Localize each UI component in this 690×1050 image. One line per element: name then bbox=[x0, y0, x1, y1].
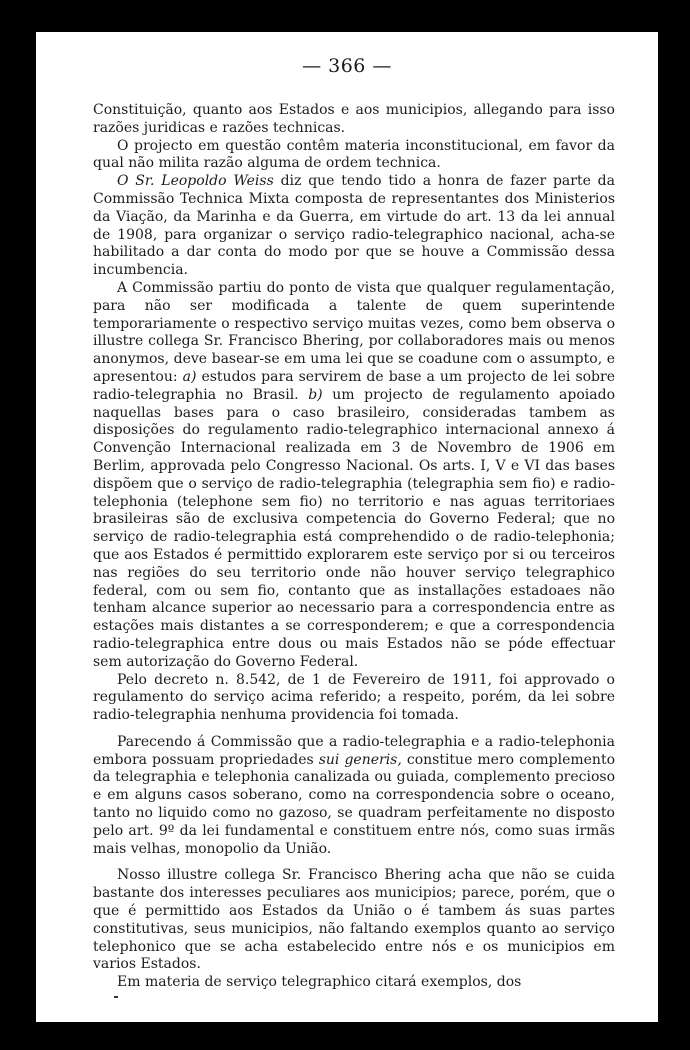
paragraph bbox=[93, 867, 615, 974]
italic-text: O Sr. Leopoldo Weiss bbox=[117, 173, 274, 190]
body-text bbox=[93, 102, 615, 992]
paragraph bbox=[93, 280, 615, 672]
italic-text: b) bbox=[308, 386, 323, 403]
paragraph bbox=[93, 734, 615, 859]
text-run: constitue mero complemento da telegraphia e telephonia canalizada ou guiada, complemento precioso e em alguns casos soberano, como na correspondencia sobre o oceano, tanto no liquido como no gazoso, se quadram perfeitamente no disposto pelo art. 9º da lei fundamental e constituem entre nós, como suas irmãs mais velhas, monopolio da União. bbox=[93, 751, 616, 857]
text-run: A Commissão partiu do ponto de vista que qualquer regulamentação, para não ser modificada a talente de quem superintende temporariamente o respectivo serviço muitas vezes, como bem observa o illustre collega Sr. Francisco Bhering, por collaboradores mais ou menos anonymos, deve basear-se em uma lei que se coadune com o assumpto, e apresentou: bbox=[93, 279, 615, 385]
paragraph bbox=[93, 173, 615, 280]
text-run: Pelo decreto n. 8.542, de 1 de Fevereiro de 1911, foi approvado o regulamento do serviço acima referido; a respeito, porém, da lei sobre radio-telegraphia nenhuma providencia foi tomada. bbox=[93, 671, 615, 724]
text-run: diz que tendo tido a honra de fazer parte da Commissão Technica Mixta composta de representantes dos Ministerios da Viação, da Marinha e da Guerra, em virtude do art. 13 da lei annual de 1908, para organizar o serviço radio-telegraphico nacional, acha-se habilitado a dar conta do modo por que se houve a Commissão dessa incumbencia. bbox=[93, 173, 615, 279]
document-page bbox=[36, 32, 658, 1022]
paragraph bbox=[93, 672, 615, 725]
text-run: estudos para servirem de base a um projecto de lei sobre radio-telegraphia no Brasil. bbox=[93, 368, 615, 403]
paragraph bbox=[93, 138, 615, 174]
text-run: O projecto em questão contêm materia inconstitucional, em favor da qual não milita razão alguma de ordem technica. bbox=[93, 137, 615, 172]
text-run: Constituição, quanto aos Estados e aos municipios, allegando para isso razões juridicas e razões technicas. bbox=[93, 102, 615, 136]
text-run: um projecto de regulamento apoiado naquellas bases para o caso brasileiro, consideradas tambem as disposições do regulamento radio-telegraphico internacional annexo á Convenção Internacional realizada em 3 de Novembro de 1906 em Berlim, approvada pelo Congresso Nacional. Os arts. I, V e VI das bases dispõem que o serviço de radio-telegraphia (telegraphia sem fio) e radio-telephonia (telephone sem fio) no territorio e nas aguas territoriaes brasileiras são de exclusiva competencia do Governo Federal; que no serviço de radio-telegraphia está comprehendido o de radio-telephonia; que aos Estados é permittido explorarem este serviço por si ou terceiros nas regiões do seu territorio onde não houver serviço telegraphico federal, com ou sem fio, contanto que as installações estadoaes não tenham alcance superior ao necessario para a correspondencia entre as estações mais distantes a se corresponderem; e que a correspondencia radio-telegraphica entre dous ou mais Estados não se póde effectuar sem autorização do Governo Federal. bbox=[93, 386, 616, 670]
text-run: Parecendo á Commissão que a radio-telegraphia e a radio-telephonia embora possuam propriedades bbox=[93, 733, 615, 768]
text-run: Nosso illustre collega Sr. Francisco Bhering acha que não se cuida bastante dos interesses peculiares aos municipios; parece, porém, que o que é permittido aos Estados da União o é tambem ás suas partes constitutivas, seus municipios, não faltando exemplos quanto ao serviço telephonico que se acha estabelecido entre nós e os municipios em varios Estados. bbox=[93, 867, 615, 973]
page-number: — 366 — bbox=[302, 55, 392, 77]
paragraph bbox=[93, 974, 615, 992]
italic-text: a) bbox=[182, 368, 197, 385]
print-mark bbox=[114, 996, 118, 998]
italic-text: sui generis, bbox=[318, 751, 402, 768]
paragraph bbox=[93, 102, 615, 138]
text-run: Em materia de serviço telegraphico citará exemplos, dos bbox=[117, 974, 522, 991]
